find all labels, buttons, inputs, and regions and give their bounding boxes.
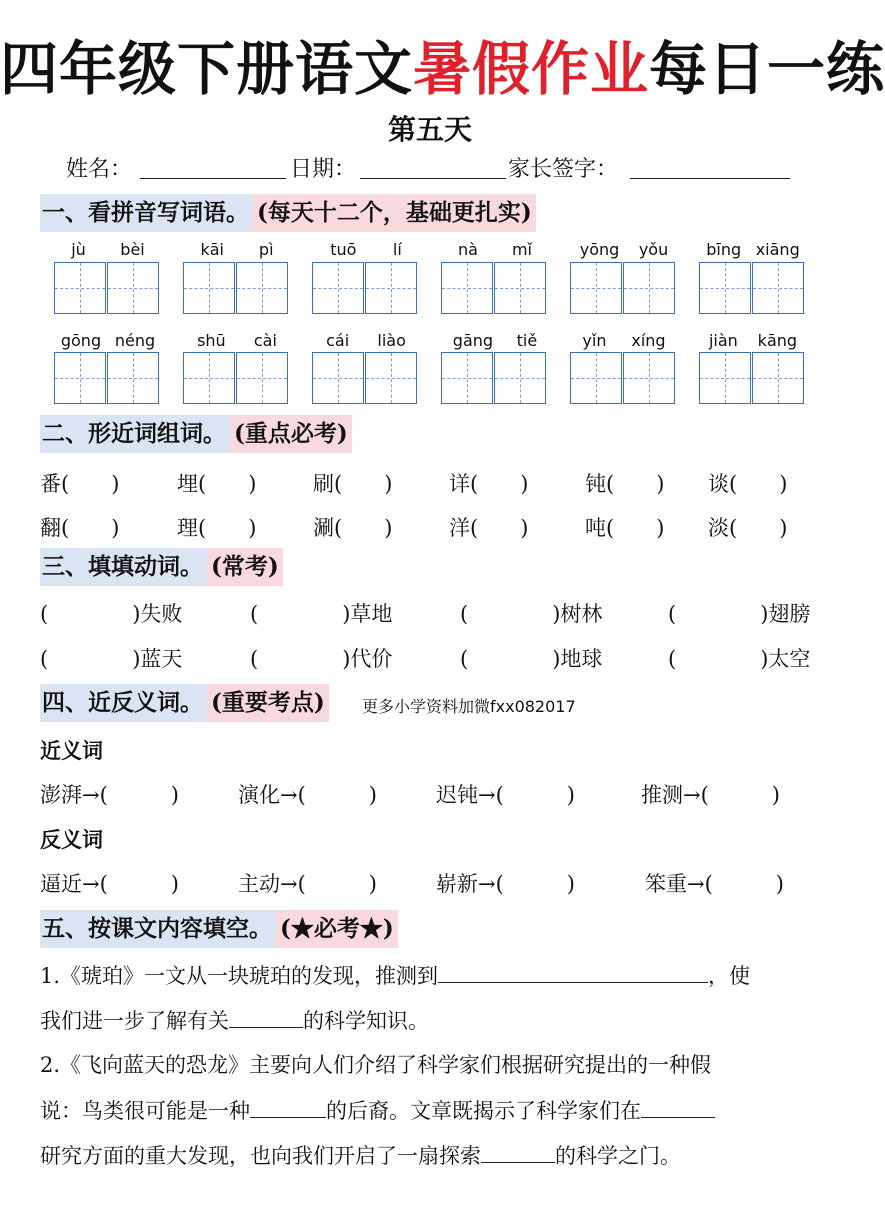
- writing-box[interactable]: [236, 352, 288, 404]
- name-label: 姓名：: [66, 157, 133, 182]
- similar-word-item[interactable]: 涮( ): [313, 516, 393, 540]
- antonym-item[interactable]: 崭新→( ): [436, 872, 575, 896]
- similar-word-item[interactable]: 详( ): [449, 472, 529, 496]
- q1-text-d: 的科学知识。: [303, 1009, 429, 1033]
- pinyin-syllable: mǐ: [511, 240, 532, 259]
- pinyin-syllable: cài: [253, 331, 277, 350]
- pinyin-syllable: yǐn: [582, 331, 607, 350]
- writing-box[interactable]: [312, 262, 364, 314]
- similar-word-item[interactable]: 番( ): [40, 472, 120, 496]
- pinyin-label: [183, 240, 291, 259]
- pinyin-label: [441, 240, 549, 259]
- writing-box[interactable]: [365, 352, 417, 404]
- question-2-line-3: [40, 1140, 681, 1170]
- writing-box[interactable]: [365, 262, 417, 314]
- similar-word-item[interactable]: 吨( ): [585, 516, 665, 540]
- verb-fill-item[interactable]: ( )翅膀: [668, 602, 811, 626]
- question-2-line-1: 2.《飞向蓝天的恐龙》主要向人们介绍了科学家们根据研究提出的一种假: [40, 1053, 712, 1077]
- pinyin-syllable: pì: [258, 240, 274, 259]
- pinyin-label: [312, 331, 420, 350]
- promo-note: 更多小学资料加微fxx082017: [362, 697, 576, 716]
- writing-box[interactable]: [752, 262, 804, 314]
- pinyin-syllable: néng: [114, 331, 156, 350]
- writing-box[interactable]: [107, 352, 159, 404]
- section-1-heading: [40, 194, 536, 232]
- section-1-title: 一、看拼音写词语。: [40, 194, 253, 232]
- antonym-item[interactable]: 主动→( ): [238, 872, 377, 896]
- pinyin-syllable: yǒu: [638, 240, 669, 259]
- section-5-heading: [40, 910, 398, 948]
- q2-text-b: 说：鸟类很可能是一种: [40, 1099, 250, 1123]
- q2-text-d: 研究方面的重大发现，也向我们开启了一扇探索: [40, 1144, 481, 1168]
- writing-box[interactable]: [699, 352, 751, 404]
- section-1-tag: (每天十二个，基础更扎实): [253, 194, 536, 232]
- synonym-item[interactable]: 推测→( ): [641, 783, 780, 807]
- pinyin-syllable: gāng: [452, 331, 494, 350]
- pinyin-syllable: xiāng: [755, 240, 800, 259]
- writing-box[interactable]: [107, 262, 159, 314]
- writing-box[interactable]: [623, 262, 675, 314]
- writing-box[interactable]: [54, 262, 106, 314]
- q1-text-a: 1.《琥珀》一文从一块琥珀的发现，推测到: [40, 964, 439, 988]
- pinyin-label: [183, 331, 291, 350]
- writing-box[interactable]: [494, 352, 546, 404]
- pinyin-syllable: gōng: [60, 331, 102, 350]
- pinyin-syllable: bèi: [120, 240, 145, 259]
- pinyin-syllable: yōng: [579, 240, 620, 259]
- pinyin-syllable: lí: [392, 240, 402, 259]
- synonym-item[interactable]: 演化→( ): [238, 783, 377, 807]
- date-blank[interactable]: [360, 178, 506, 179]
- writing-box[interactable]: [441, 352, 493, 404]
- pinyin-label: [54, 240, 162, 259]
- verb-fill-item[interactable]: ( )地球: [460, 647, 603, 671]
- pinyin-label: [699, 240, 807, 259]
- verb-fill-item[interactable]: ( )失败: [40, 602, 183, 626]
- date-label: 日期：: [290, 157, 357, 182]
- question-1-line-1: [40, 960, 750, 990]
- verb-fill-item[interactable]: ( )蓝天: [40, 647, 183, 671]
- pinyin-syllable: bīng: [706, 240, 742, 259]
- antonym-item[interactable]: 逼近→( ): [40, 872, 179, 896]
- q2-text-e: 的科学之门。: [555, 1144, 681, 1168]
- q2-blank-1[interactable]: [250, 1097, 326, 1118]
- writing-box[interactable]: [623, 352, 675, 404]
- verb-fill-item[interactable]: ( )太空: [668, 647, 811, 671]
- similar-word-item[interactable]: 洋( ): [449, 516, 529, 540]
- section-5-tag: (★必考★): [276, 910, 398, 948]
- pinyin-syllable: liào: [377, 331, 406, 350]
- synonym-item[interactable]: 澎湃→( ): [40, 783, 179, 807]
- similar-word-item[interactable]: 谈( ): [708, 472, 788, 496]
- section-4-tag: (重要考点): [207, 684, 329, 722]
- day-subtitle: 第五天: [387, 113, 472, 146]
- writing-box[interactable]: [183, 262, 235, 314]
- writing-box[interactable]: [494, 262, 546, 314]
- verb-fill-item[interactable]: ( )树林: [460, 602, 603, 626]
- writing-box[interactable]: [236, 262, 288, 314]
- pinyin-label: [570, 240, 678, 259]
- pinyin-syllable: shū: [197, 331, 226, 350]
- title-part-3: 每日一练: [649, 35, 885, 103]
- title-part-highlight: 暑假作业: [413, 35, 650, 103]
- antonym-item[interactable]: 笨重→( ): [645, 872, 784, 896]
- section-2-title: 二、形近词组词。: [40, 415, 230, 453]
- pinyin-label: [699, 331, 807, 350]
- q1-text-b: ，使: [708, 964, 751, 988]
- pinyin-syllable: kāi: [200, 240, 224, 259]
- q1-blank-1[interactable]: [438, 962, 708, 983]
- pinyin-label: [570, 331, 678, 350]
- writing-box[interactable]: [312, 352, 364, 404]
- antonym-label: 反义词: [40, 827, 103, 852]
- pinyin-label: [312, 240, 420, 259]
- similar-word-item[interactable]: 理( ): [177, 516, 257, 540]
- title-part-1: 四年级下册语文: [0, 35, 414, 103]
- writing-box[interactable]: [54, 352, 106, 404]
- writing-box[interactable]: [570, 262, 622, 314]
- pinyin-label: [54, 331, 162, 350]
- verb-fill-item[interactable]: ( )代价: [250, 647, 393, 671]
- q2-blank-2[interactable]: [641, 1097, 715, 1118]
- section-3-title: 三、填填动词。: [40, 548, 207, 586]
- pinyin-syllable: nà: [458, 240, 478, 259]
- similar-word-item[interactable]: 淡( ): [708, 516, 788, 540]
- writing-box[interactable]: [441, 262, 493, 314]
- writing-box[interactable]: [570, 352, 622, 404]
- section-5-title: 五、按课文内容填空。: [40, 910, 276, 948]
- pinyin-syllable: tuō: [330, 240, 357, 259]
- page-title: [0, 22, 885, 106]
- section-3-heading: [40, 548, 283, 586]
- writing-box[interactable]: [752, 352, 804, 404]
- pinyin-syllable: kāng: [757, 331, 798, 350]
- synonym-label: 近义词: [40, 738, 103, 763]
- name-blank[interactable]: [140, 178, 286, 179]
- q2-blank-3[interactable]: [481, 1142, 555, 1163]
- pinyin-syllable: xíng: [631, 331, 666, 350]
- pinyin-syllable: jù: [71, 240, 86, 259]
- pinyin-syllable: tiě: [516, 331, 538, 350]
- verb-fill-item[interactable]: ( )草地: [250, 602, 393, 626]
- similar-word-item[interactable]: 翻( ): [40, 516, 120, 540]
- section-2-heading: [40, 415, 352, 453]
- writing-box[interactable]: [699, 262, 751, 314]
- section-4-heading: [40, 684, 329, 722]
- similar-word-item[interactable]: 埋( ): [177, 472, 257, 496]
- q2-text-c: 的后裔。文章既揭示了科学家们在: [326, 1099, 641, 1123]
- pinyin-syllable: jiàn: [708, 331, 738, 350]
- parent-signature-blank[interactable]: [630, 178, 790, 179]
- parent-signature-label: 家长签字：: [508, 157, 619, 182]
- q1-text-c: 我们进一步了解有关: [40, 1009, 229, 1033]
- section-2-tag: (重点必考): [230, 415, 352, 453]
- similar-word-item[interactable]: 钝( ): [585, 472, 665, 496]
- section-3-tag: (常考): [207, 548, 283, 586]
- section-4-title: 四、近反义词。: [40, 684, 207, 722]
- synonym-item[interactable]: 迟钝→( ): [436, 783, 575, 807]
- pinyin-syllable: cái: [326, 331, 350, 350]
- question-2-line-2: [40, 1095, 715, 1125]
- writing-box[interactable]: [183, 352, 235, 404]
- similar-word-item[interactable]: 刷( ): [313, 472, 393, 496]
- q1-blank-2[interactable]: [229, 1007, 303, 1028]
- question-1-line-2: [40, 1005, 429, 1035]
- pinyin-label: [441, 331, 549, 350]
